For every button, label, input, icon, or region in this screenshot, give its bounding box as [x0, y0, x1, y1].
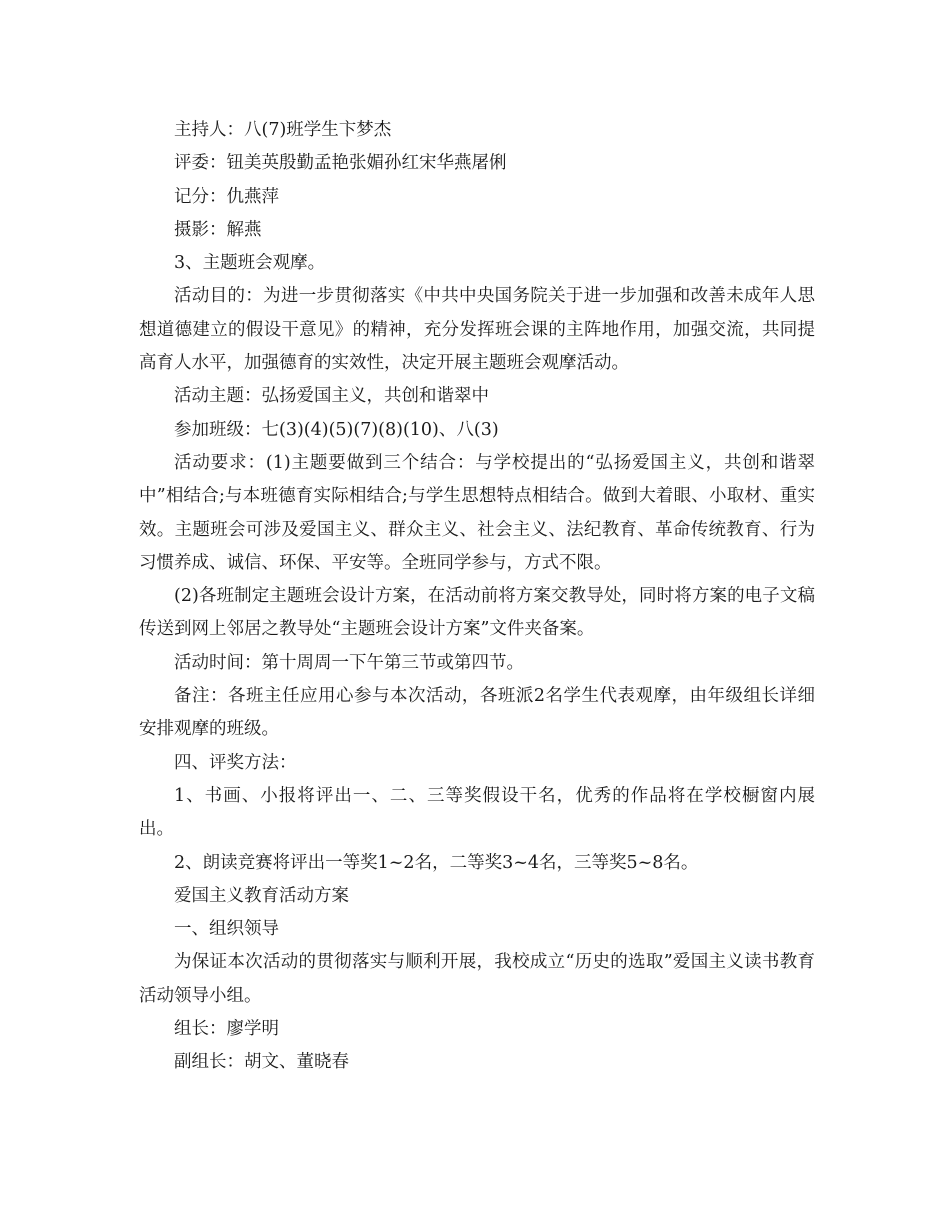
- judges-line: 评委：钮美英殷勤孟艳张媚孙红宋华燕屠俐: [174, 153, 507, 174]
- activity-requirements-paragraph: 活动要求：(1)主题要做到三个结合：与学校提出的“弘扬爱国主义，共创和谐翠中”相结合;与本班德育实际相结合;与学生思想特点相结合。做到大着眼、小取材、重实效。主题班会可涉及爱国主义、群众主义、社会主义、法纪教育、革命传统教育、行为习惯养成、诚信、环保、平安等。全班同学参与，方式不限。: [139, 452, 815, 573]
- group-leader-line: 组长：廖学明: [174, 1019, 279, 1040]
- award-item-2: 2、朗读竞赛将评出一等奖1~2名，二等奖3~4名，三等奖5~8名。: [174, 852, 699, 873]
- plan-title: 爱国主义教育活动方案: [174, 885, 349, 906]
- scorer-line: 记分：仇燕萍: [174, 186, 279, 207]
- host-line: 主持人：八(7)班学生卞梦杰: [174, 120, 392, 140]
- participating-classes-line: 参加班级：七(3)(4)(5)(7)(8)(10)、八(3): [174, 419, 499, 440]
- deputy-leader-line: 副组长：胡文、董晓春: [174, 1052, 349, 1073]
- document-page: [139, 114, 815, 1080]
- section-heading-class-meeting: 3、主题班会观摩。: [174, 253, 326, 274]
- section-heading-leadership: 一、组织领导: [174, 919, 279, 940]
- design-plan-paragraph: (2)各班制定主题班会设计方案，在活动前将方案交教导处，同时将方案的电子文稿传送到网上邻居之教导处“主题班会设计方案”文件夹备案。: [139, 586, 815, 640]
- award-item-1: 1、书画、小报将评出一、二、三等奖假设干名，优秀的作品将在学校橱窗内展出。: [139, 785, 815, 840]
- activity-purpose-paragraph: 活动目的：为进一步贯彻落实《中共中央国务院关于进一步加强和改善未成年人思想道德建立的假设干意见》的精神，充分发挥班会课的主阵地作用，加强交流，共同提高育人水平，加强德育的实效性，决定开展主题班会观摩活动。: [139, 286, 815, 374]
- remarks-paragraph: 备注：各班主任应用心参与本次活动，各班派2名学生代表观摩，由年级组长详细安排观摩的班级。: [139, 686, 815, 740]
- activity-time-line: 活动时间：第十周周一下午第三节或第四节。: [174, 652, 524, 673]
- photography-line: 摄影：解燕: [174, 219, 262, 240]
- section-heading-awards: 四、评奖方法：: [174, 752, 297, 773]
- activity-theme-line: 活动主题：弘扬爱国主义，共创和谐翠中: [174, 386, 489, 407]
- leadership-paragraph: 为保证本次活动的贯彻落实与顺利开展，我校成立“历史的选取”爱国主义读书教育活动领导小组。: [139, 952, 815, 1006]
